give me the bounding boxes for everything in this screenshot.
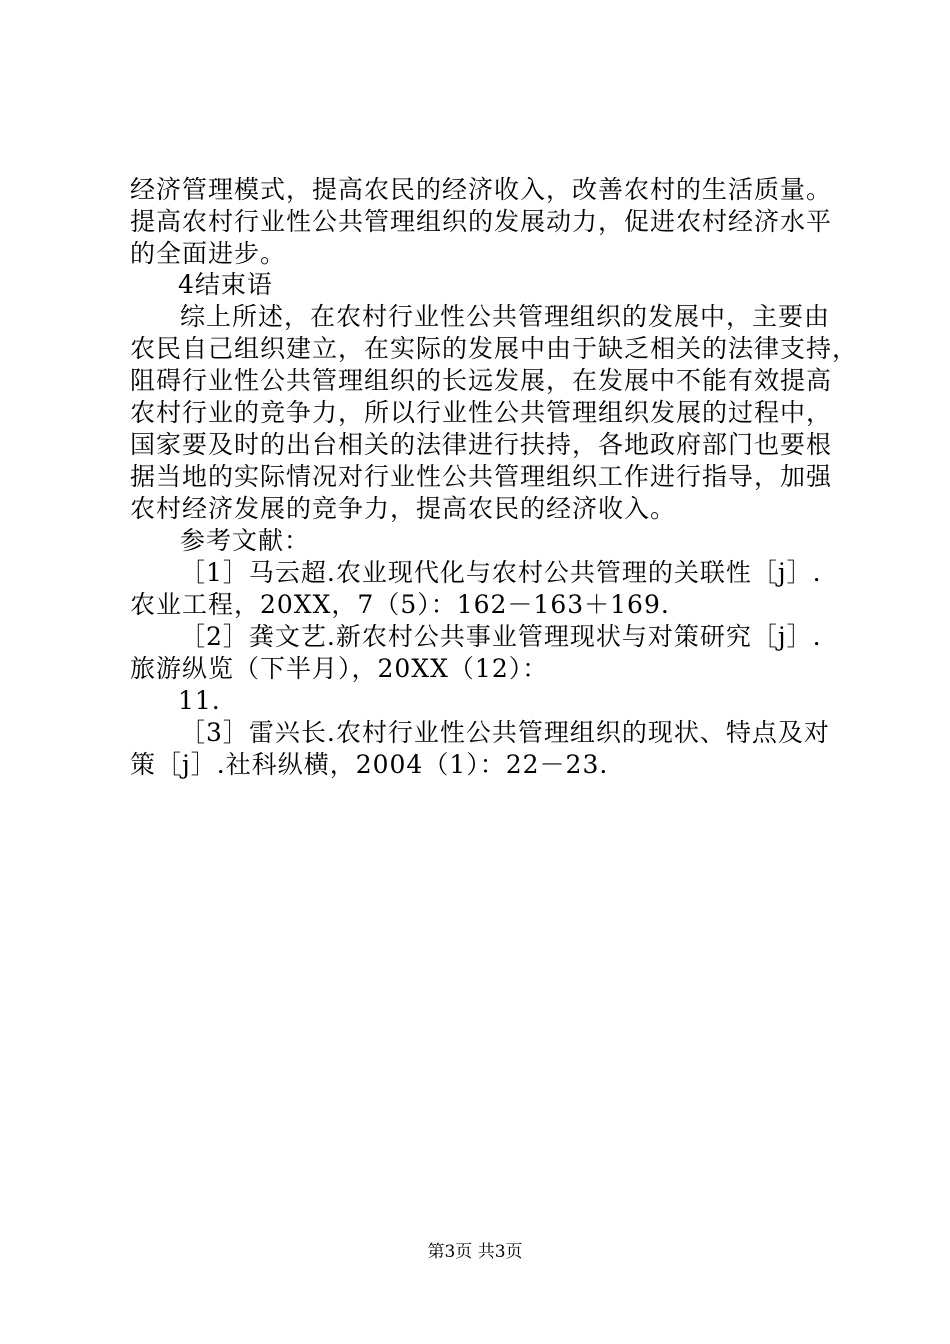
reference-line: 11. [178,686,221,715]
body-text-line: 农民自己组织建立，在实际的发展中由于缺乏相关的法律支持， [130,334,859,363]
reference-line: ［2］龚文艺.新农村公共事业管理现状与对策研究［j］. [180,622,822,651]
reference-line: 旅游纵览（下半月），20XX（12）： [130,654,549,683]
body-text-line: 国家要及时的出台相关的法律进行扶持，各地政府部门也要根 [130,430,833,459]
references-heading: 参考文献： [180,526,311,555]
reference-line: 策［j］.社科纵横，2004（1）：22－23. [130,750,609,779]
reference-line: ［1］马云超.农业现代化与农村公共管理的关联性［j］. [180,558,822,587]
body-text-line: 的全面进步。 [130,239,287,268]
body-text-line: 农村行业的竞争力，所以行业性公共管理组织发展的过程中， [130,398,833,427]
page-footer: 第3页 共3页 [427,1242,523,1262]
reference-line: 农业工程，20XX，7（5）：162－163＋169. [130,590,670,619]
body-text-line: 农村经济发展的竞争力，提高农民的经济收入。 [130,494,677,523]
body-text-line: 综上所述，在农村行业性公共管理组织的发展中，主要由 [180,302,831,331]
body-text-line: 阻碍行业性公共管理组织的长远发展，在发展中不能有效提高 [130,366,833,395]
body-text-line: 经济管理模式，提高农民的经济收入，改善农村的生活质量。 [130,175,833,204]
body-text-line: 提高农村行业性公共管理组织的发展动力，促进农村经济水平 [130,207,833,236]
body-text-line: 据当地的实际情况对行业性公共管理组织工作进行指导，加强 [130,462,833,491]
reference-line: ［3］雷兴长.农村行业性公共管理组织的现状、特点及对 [180,718,830,747]
section-heading: 4结束语 [178,270,273,299]
